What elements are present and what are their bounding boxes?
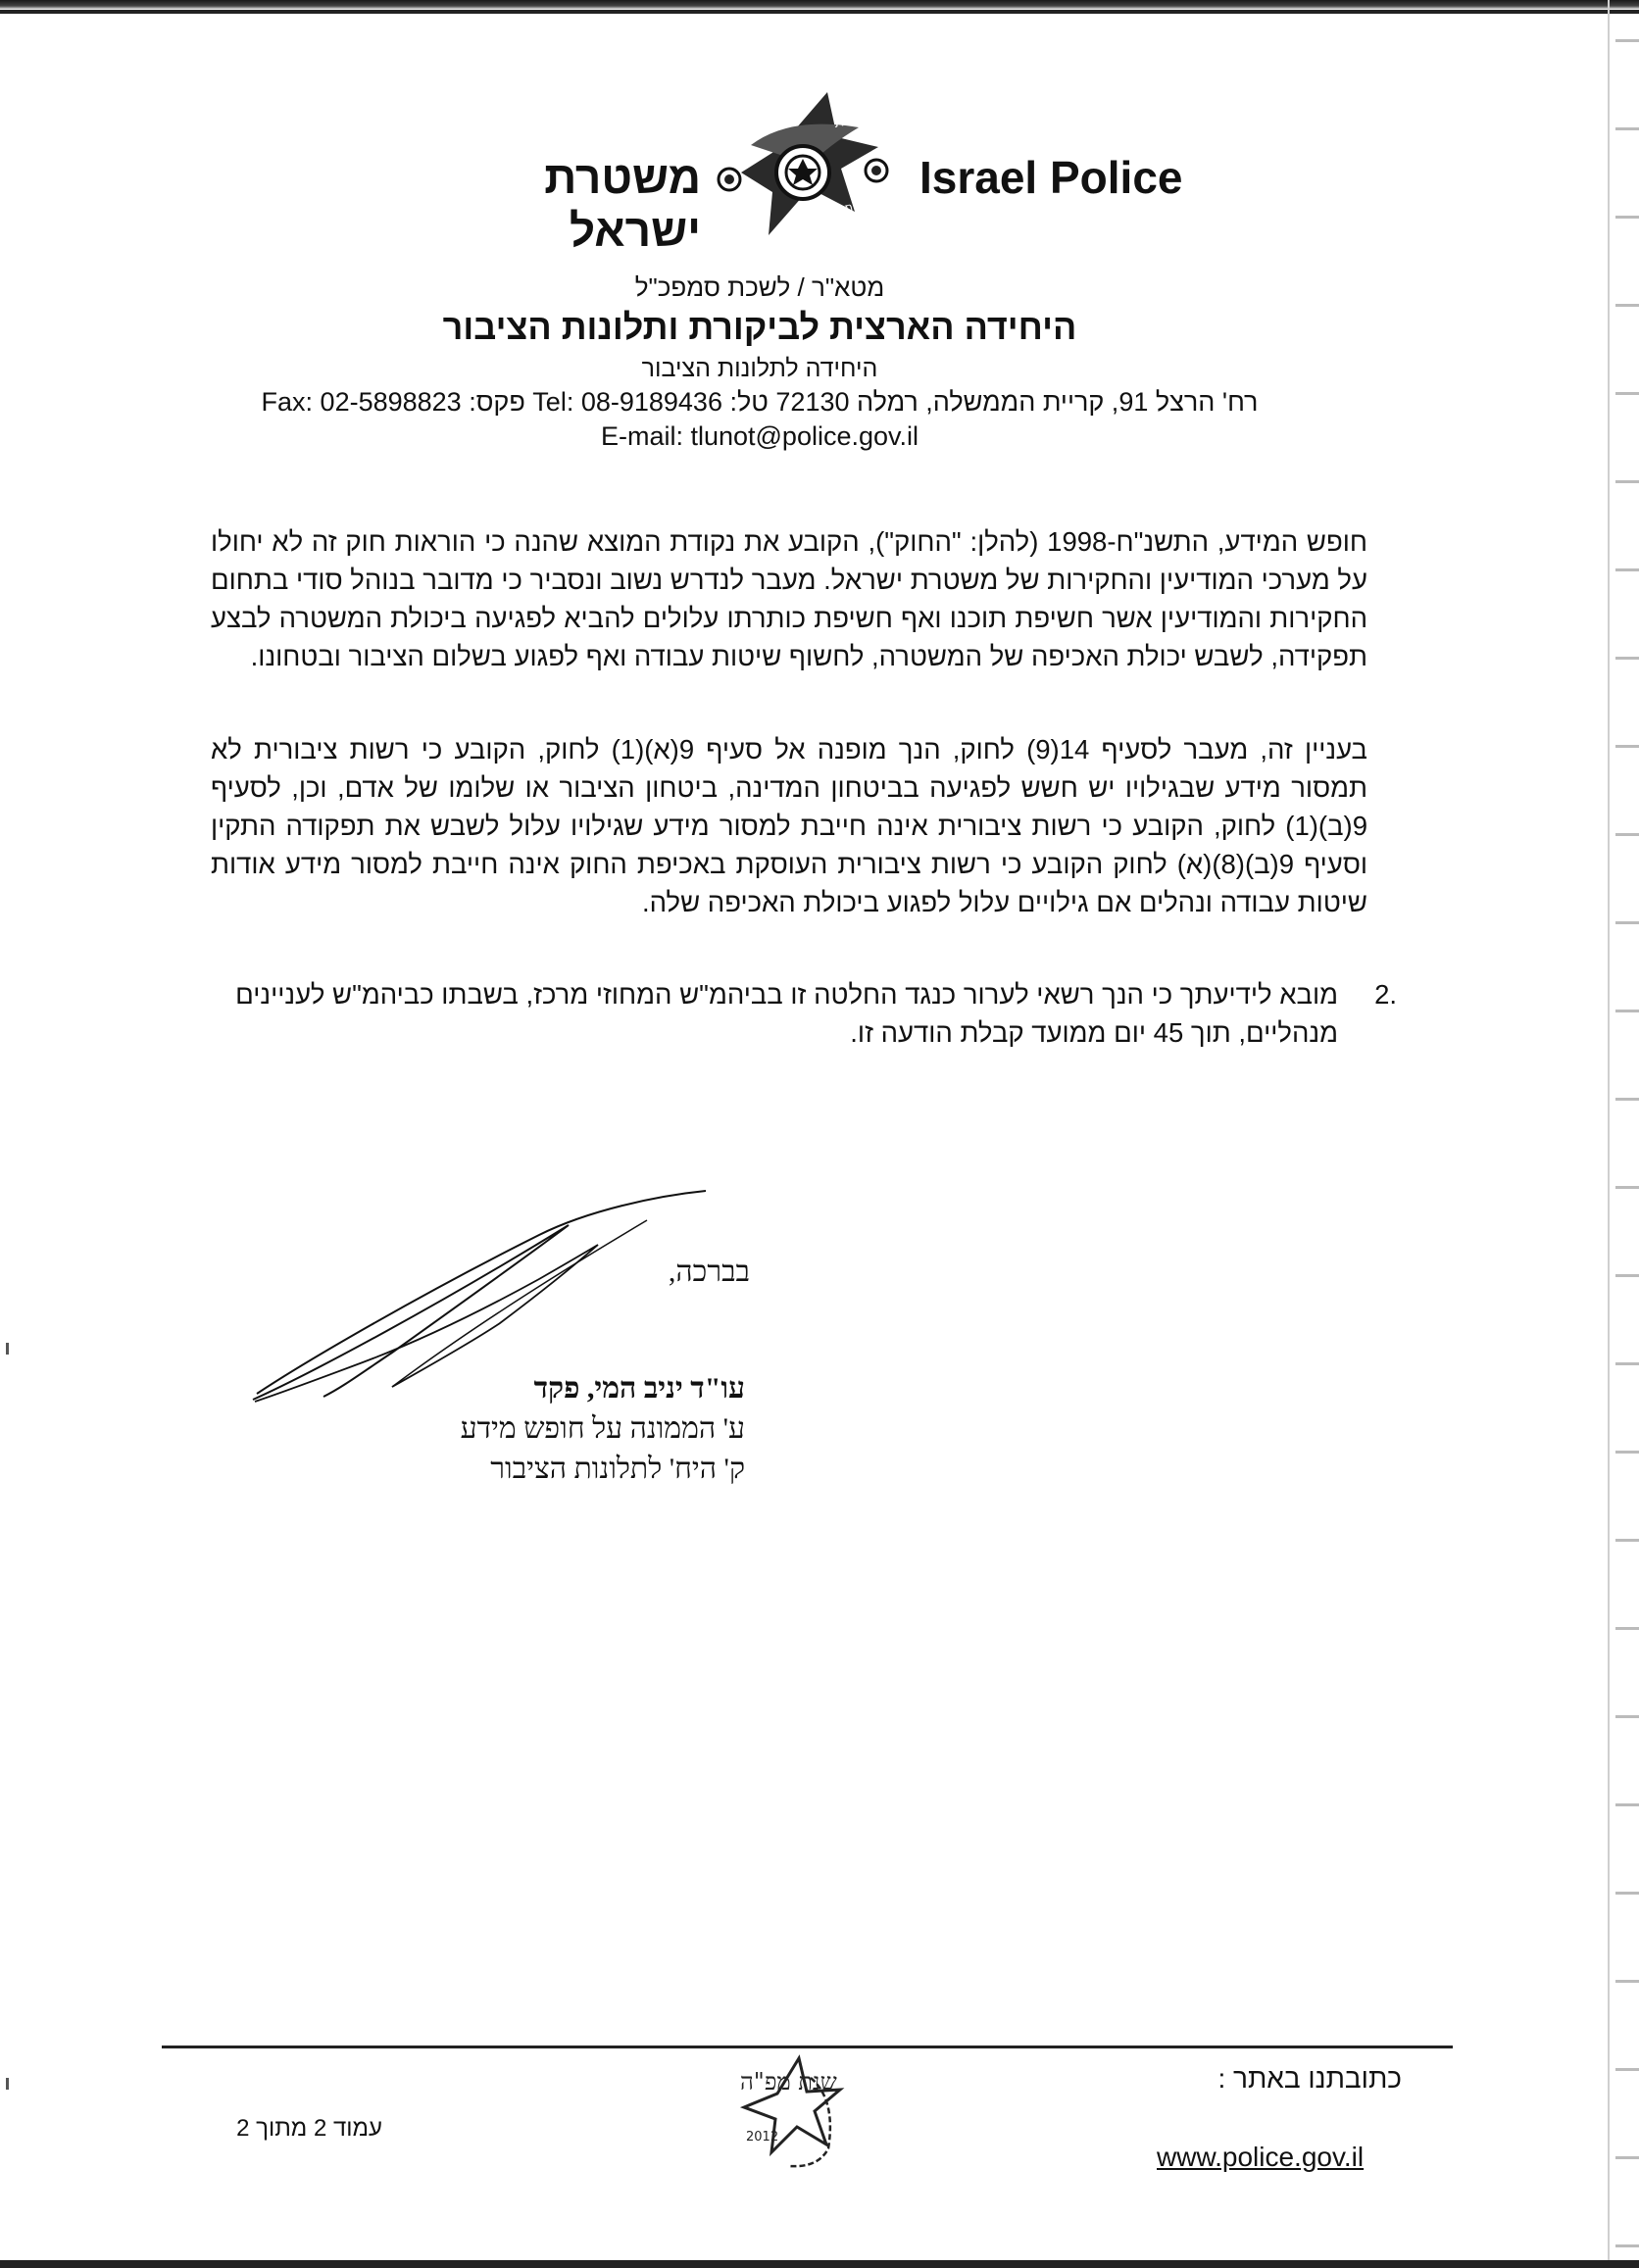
item-number: .2 bbox=[1374, 979, 1397, 1010]
paragraph-2: בעניין זה, מעבר לסעיף 14(9) לחוק, הנך מופנה אל סעיף 9(א)(1) לחוק, הקובע כי רשות ציבורית לא תמסור מידע שבגילויו יש חשש לפגיעה בביטחון המדינה, ביטחון הציבור או שלומו של אדם, וכן, לסעיף 9(ב)(1) לחוק, הקובע כי רשות ציבורית אינה חייבת למסור מידע שגילויו עלול לשבש את תפקודה התקין וסעיף 9(ב)(8)(א) לחוק הקובע כי רשות ציבורית העוסקת באכיפת החוק אינה חייבת למסור מידע אודות שיטות עבודה ונהלים אם גילויים עלול לפגוע ביכולת האכיפה שלה. bbox=[211, 734, 1367, 917]
item-text: מובא לידיעתך כי הנך רשאי לערור כנגד החלטה זו בביהמ"ש המחוזי מרכז, בשבתו כביהמ"ש לעניינים מנהליים, תוך 45 יום ממועד קבלת הודעה זו. bbox=[235, 979, 1338, 1048]
org-name-hebrew: משטרת ישראל bbox=[544, 152, 701, 256]
scan-top-edge bbox=[0, 0, 1639, 10]
closing-greeting: בברכה, bbox=[668, 1256, 750, 1288]
scan-right-noise bbox=[1615, 0, 1639, 2268]
scan-top-border bbox=[0, 10, 1639, 14]
numbered-item-2 bbox=[211, 975, 1397, 1052]
email-line: E-mail: tlunot@police.gov.il bbox=[600, 421, 919, 451]
scan-right-line bbox=[1608, 0, 1610, 2268]
department-line: מטא"ר / לשכת סמפכ"ל bbox=[634, 272, 885, 302]
logo-year: 2012 bbox=[746, 2130, 779, 2145]
signatory-role-2: ק' היח' לתלונות הציבור bbox=[490, 1453, 745, 1485]
unit-title: היחידה הארצית לביקורת ותלונות הציבור bbox=[442, 307, 1077, 347]
logo-year-text: שנת מפ"ה bbox=[740, 2068, 837, 2095]
paragraph-1: חופש המידע, התשנ"ח-1998 (להלן: "החוק"), הקובע את נקודת המוצא שהנה כי הוראות חוק זה לא יחולו על מערכי המודיעין והחקירות של משטרת ישראל. מעבר לנדרש נשוב ונסביר כי מדובר בנוהל סודי בתחום החקירות והמודיעין אשר חשיפת תוכנו ואף חשיפת כותרתו עלולים להביא לפגיעה ביכולת המשטרה לבצע תפקידה, לשבש יכולת האכיפה של המשטרה, לחשוף שיטות עבודה ואף לפגוע בשלום הציבור ובטחונו. bbox=[211, 526, 1367, 671]
signatory-name: עו"ד יניב המי, פקד bbox=[533, 1372, 745, 1405]
org-name-english: Israel Police bbox=[919, 152, 1183, 203]
police-complaints-unit-logo bbox=[712, 86, 894, 253]
page-number: עמוד 2 מתוך 2 bbox=[236, 2115, 382, 2142]
footer-site-label: כתובתנו באתר : bbox=[1217, 2063, 1402, 2094]
logo-text-top: ביקורת bbox=[832, 104, 879, 131]
scan-bottom-edge bbox=[0, 2260, 1639, 2268]
subunit-line: היחידה לתלונות הציבור bbox=[641, 355, 878, 382]
logo-text-bottom: ותלונות ציבור bbox=[789, 198, 858, 228]
footer-website-link[interactable]: www.police.gov.il bbox=[1157, 2142, 1365, 2172]
scan-left-mark bbox=[6, 2078, 9, 2090]
footer-divider bbox=[162, 2046, 1453, 2048]
signatory-role-1: ע' הממונה על חופש מידע bbox=[460, 1412, 745, 1445]
anniversary-logo bbox=[720, 2050, 848, 2178]
contact-line: רח' הרצל 91, קריית הממשלה, רמלה 72130 טל: 08-9189436 :Tel פקס: 02-5898823 :Fax bbox=[261, 387, 1259, 417]
scan-left-mark bbox=[6, 1343, 9, 1355]
